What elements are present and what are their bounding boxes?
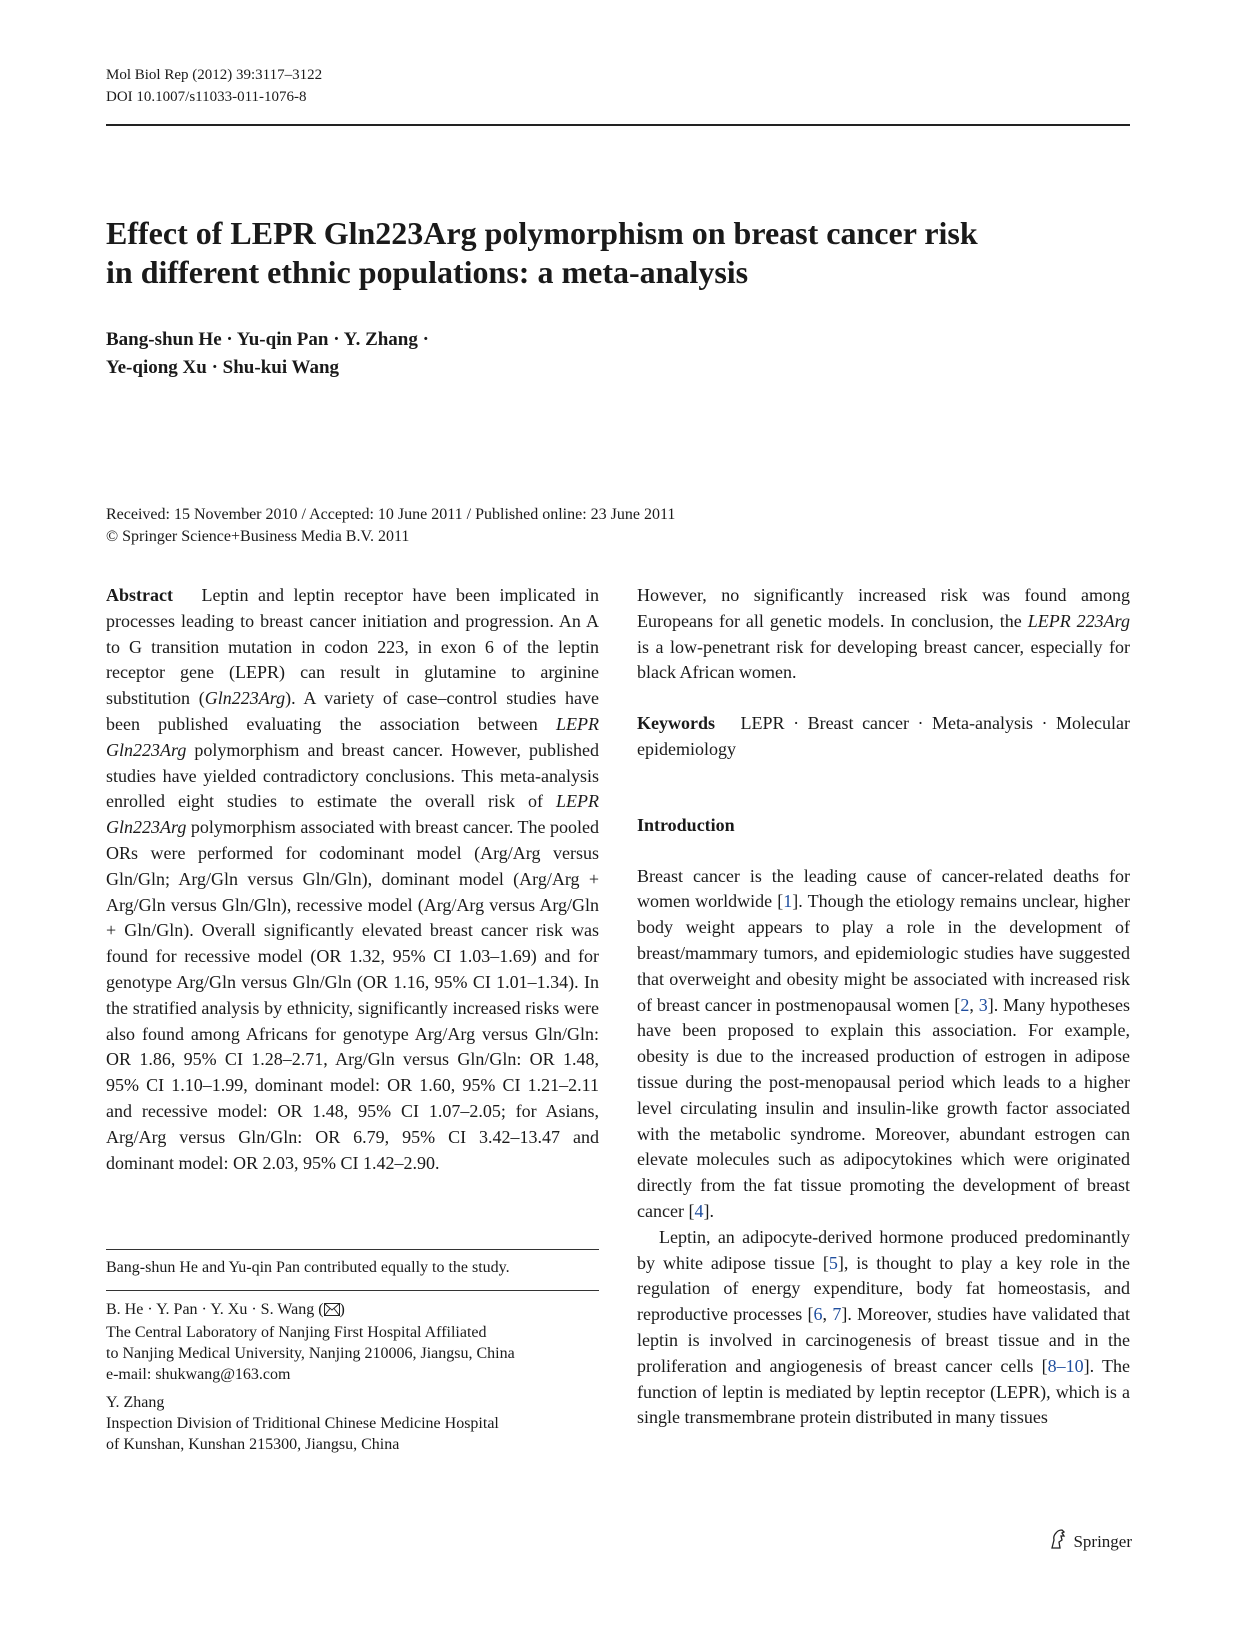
intro-text: ], is thought to play a key role in the regulation of energy expenditure, body fat homeostasis, and reproductive processes [ — [637, 1252, 1130, 1325]
affiliation-2-name: Y. Zhang — [106, 1394, 165, 1411]
abstract-text: is a low-penetrant risk for developing breast cancer, especially for black African women. — [637, 636, 1130, 683]
left-column — [106, 583, 599, 1176]
intro-text: ]. The function of leptin is mediated by leptin receptor (LEPR), which is a single transmembrane protein distributed in many tissues — [637, 1355, 1130, 1428]
copyright-line: © Springer Science+Business Media B.V. 2011 — [106, 528, 410, 545]
publication-dates — [106, 504, 675, 548]
affiliation-1 — [106, 1299, 599, 1385]
intro-text: ]. Many hypotheses have been proposed to explain this association. For example, obesity is due to the increased production of estrogen in adipose tissue during the post-menopausal period which leads to a higher level circulating insulin and insulin-like growth factor associated with the metabolic syndrome. Moreover, abundant estrogen can elevate molecules such as adipocytokines which were originated directly from the fat tissue promoting the development of breast cancer [ — [637, 994, 1131, 1221]
affiliation-2-line-1: Inspection Division of Triditional Chinese Medicine Hospital — [106, 1415, 499, 1432]
abstract — [106, 583, 599, 1176]
abstract-text: Leptin and leptin receptor have been implicated in processes leading to breast cancer initiation and progression. An A to G transition mutation in codon 223, in exon 6 of the leptin receptor gene (LEPR) can result in glutamine to arginine substitution ( — [106, 585, 599, 709]
authors-line-2: Ye-qiong Xu · Shu-kui Wang — [106, 357, 340, 378]
citation-link[interactable]: 1 — [783, 891, 793, 912]
intro-text: ]. Though the etiology remains unclear, higher body weight appears to play a role in the development of breast/mammary tumors, and epidemiologic studies have suggested that overweight and obesity might be associated with increased risk of breast cancer in postmenopausal women [ — [637, 891, 1130, 1015]
intro-text: , — [969, 994, 979, 1015]
citation-link[interactable]: 3 — [978, 994, 988, 1015]
intro-paragraph-2 — [637, 1225, 1130, 1431]
authors-line-1: Bang-shun He · Yu-qin Pan · Y. Zhang · — [106, 329, 429, 350]
abstract-continued — [637, 583, 1130, 686]
abstract-italic: Gln223Arg — [204, 688, 286, 709]
affiliation-1-names — [106, 1299, 599, 1322]
intro-paragraph-1 — [637, 864, 1130, 1225]
affiliation-1-line-2: to Nanjing Medical University, Nanjing 210006, Jiangsu, China — [106, 1345, 515, 1362]
header-divider — [106, 124, 1130, 126]
publisher-logo — [1049, 1528, 1132, 1555]
intro-text: ]. — [703, 1200, 714, 1221]
abstract-text: ). A variety of case–control studies have been published evaluating the association between — [106, 688, 599, 734]
footnote-divider-1 — [106, 1249, 599, 1250]
citation-link[interactable]: 8–10 — [1047, 1355, 1084, 1376]
author-names: B. He · Y. Pan · Y. Xu · S. Wang ( — [106, 1301, 324, 1318]
affiliation-2-line-2: of Kunshan, Kunshan 215300, Jiangsu, China — [106, 1436, 400, 1453]
author-list — [106, 326, 429, 382]
citation-link[interactable]: 2 — [960, 994, 970, 1015]
envelope-icon[interactable] — [324, 1301, 340, 1322]
citation-link[interactable]: 6 — [813, 1304, 823, 1325]
journal-citation: Mol Biol Rep (2012) 39:3117–3122 — [106, 67, 323, 83]
citation-link[interactable]: 4 — [694, 1200, 704, 1221]
abstract-label: Abstract — [106, 585, 173, 605]
paren-close: ) — [339, 1301, 345, 1318]
abstract-text: polymorphism and breast cancer. However, published studies have yielded contradictory conclusions. This meta-analysis enrolled eight studies to estimate the overall risk of — [106, 739, 599, 812]
intro-text: , — [822, 1304, 833, 1325]
keywords — [637, 711, 1130, 763]
introduction-heading: Introduction — [637, 814, 735, 835]
journal-header — [106, 64, 322, 108]
abstract-italic: LEPR Gln223Arg — [106, 791, 599, 838]
abstract-text: polymorphism associated with breast cancer. The pooled ORs were performed for codominant model (Arg/Arg versus Gln/Gln; Arg/Gln versus Gln/Gln), dominant model (Arg/Arg + Arg/Gln versus Gln/Gln), recessive model (Arg/Arg versus Arg/Gln + Gln/Gln). Overall significantly elevated breast cancer risk was found for recessive model (OR 1.32, 95% CI 1.03–1.69) and for genotype Arg/Gln versus Gln/Gln (OR 1.16, 95% CI 1.01–1.34). In the stratified analysis by ethnicity, significantly increased risks were also found among Africans for genotype Arg/Arg versus Gln/Gln: OR 1.86, 95% CI 1.28–2.71, Arg/Gln versus Gln/Gln: OR 1.48, 95% CI 1.10–1.99, dominant model: OR 1.60, 95% CI 1.21–2.11 and recessive model: OR 1.48, 95% CI 1.07–2.05; for Asians, Arg/Arg versus Gln/Gln: OR 6.79, 95% CI 3.42–13.47 and dominant model: OR 2.03, 95% CI 1.42–2.90. — [106, 817, 599, 1173]
affiliation-2 — [106, 1392, 599, 1455]
intro-text: Breast cancer is the leading cause of cancer-related deaths for women worldwide [ — [637, 865, 1130, 912]
doi: DOI 10.1007/s11033-011-1076-8 — [106, 89, 307, 105]
footnote-divider-2 — [106, 1290, 599, 1291]
intro-text: ]. Moreover, studies have validated that leptin is involved in carcinogenesis of breast tissue and in the proliferation and angiogenesis of breast cancer cells [ — [637, 1304, 1130, 1376]
abstract-italic: LEPR 223Arg — [1027, 610, 1131, 631]
abstract-italic: LEPR Gln223Arg — [106, 713, 599, 760]
springer-horse-icon — [1049, 1528, 1069, 1555]
springer-wordmark: Springer — [1073, 1531, 1132, 1551]
right-column — [637, 583, 1130, 1431]
keywords-text: LEPR · Breast cancer · Meta-analysis · Molecular epidemiology — [637, 713, 1130, 759]
article-title — [106, 214, 1106, 292]
title-line-2: in different ethnic populations: a meta-analysis — [106, 254, 749, 290]
title-line-1: Effect of LEPR Gln223Arg polymorphism on breast cancer risk — [106, 215, 978, 251]
intro-text: Leptin, an adipocyte-derived hormone produced predominantly by white adipose tissue [ — [637, 1226, 1130, 1273]
corresponding-email[interactable]: e-mail: shukwang@163.com — [106, 1366, 291, 1383]
citation-link[interactable]: 5 — [828, 1252, 838, 1273]
citation-link[interactable]: 7 — [832, 1304, 842, 1325]
abstract-text: However, no significantly increased risk was found among Europeans for all genetic models. In conclusion, the — [637, 585, 1130, 631]
keywords-label: Keywords — [637, 713, 715, 734]
received-accepted-dates: Received: 15 November 2010 / Accepted: 10 June 2011 / Published online: 23 June 2011 — [106, 506, 676, 523]
affiliation-1-line-1: The Central Laboratory of Nanjing First Hospital Affiliated — [106, 1324, 487, 1341]
equal-contribution-note: Bang-shun He and Yu-qin Pan contributed equally to the study. — [106, 1259, 510, 1276]
